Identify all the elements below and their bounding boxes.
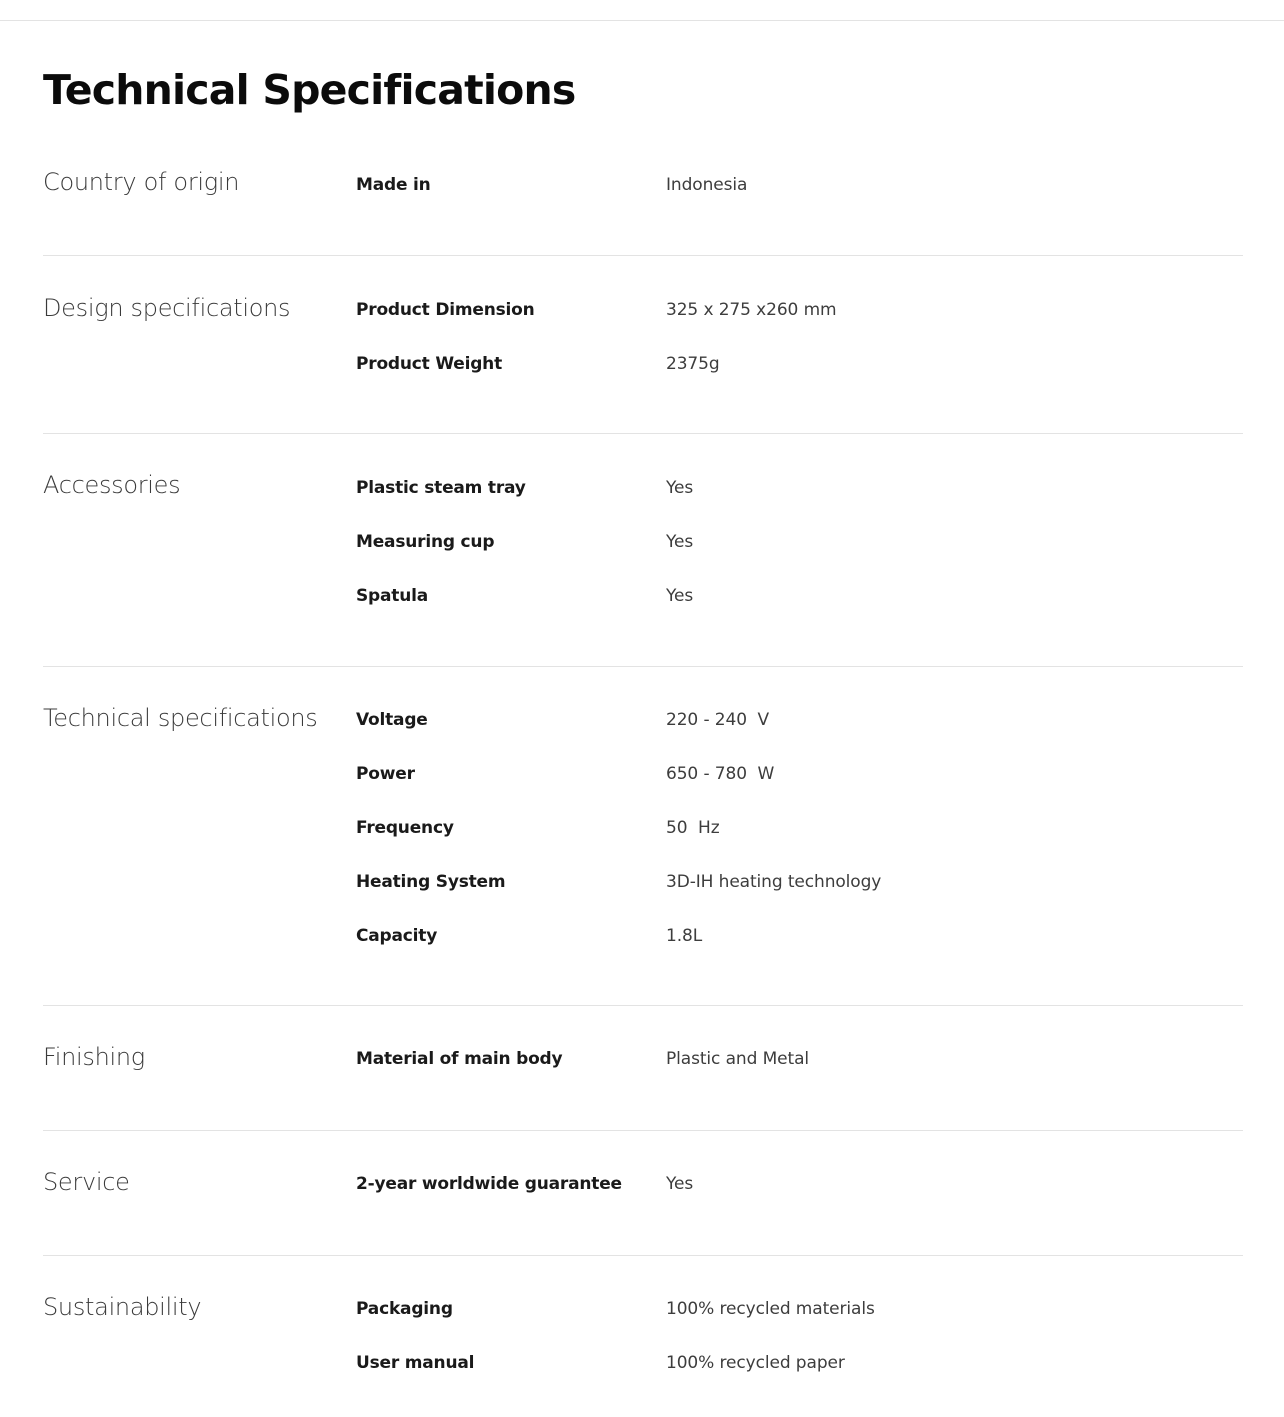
- spec-row: [356, 473, 1243, 527]
- spec-label: Frequency: [356, 818, 454, 838]
- section-title: Service: [43, 1168, 130, 1196]
- page-title: Technical Specifications: [43, 66, 576, 114]
- spec-row: [356, 1294, 1243, 1348]
- spec-label: Measuring cup: [356, 532, 495, 552]
- spec-rows: [356, 295, 1243, 403]
- spec-rows: [356, 1169, 1243, 1223]
- section-title: Design specifications: [43, 294, 291, 322]
- section-title: Accessories: [43, 471, 181, 499]
- spec-row: [356, 349, 1243, 403]
- section-title: Finishing: [43, 1043, 145, 1071]
- spec-value: Yes: [666, 1174, 694, 1194]
- spec-row: [356, 759, 1243, 813]
- spec-value: 220 - 240 V: [666, 710, 770, 730]
- spec-value: Yes: [666, 532, 694, 552]
- spec-value: 2375g: [666, 354, 720, 374]
- spec-value: Yes: [666, 478, 694, 498]
- spec-section-technical-specifications: [43, 667, 1243, 1006]
- section-title: Technical specifications: [43, 704, 318, 732]
- spec-label: Plastic steam tray: [356, 478, 526, 498]
- spec-value: Plastic and Metal: [666, 1049, 810, 1069]
- spec-section-sustainability: [43, 1256, 1243, 1416]
- spec-section-finishing: [43, 1006, 1243, 1131]
- spec-rows: [356, 705, 1243, 975]
- section-title: Country of origin: [43, 168, 240, 196]
- spec-section-country-of-origin: [43, 155, 1243, 256]
- spec-row: [356, 1044, 1243, 1098]
- spec-rows: [356, 1294, 1243, 1402]
- spec-value: 650 - 780 W: [666, 764, 775, 784]
- spec-value: 50 Hz: [666, 818, 720, 838]
- spec-label: Heating System: [356, 872, 506, 892]
- spec-label: Voltage: [356, 710, 428, 730]
- spec-row: [356, 527, 1243, 581]
- spec-row: [356, 1169, 1243, 1223]
- spec-rows: [356, 473, 1243, 635]
- section-title: Sustainability: [43, 1293, 202, 1321]
- spec-row: [356, 867, 1243, 921]
- spec-value: 100% recycled materials: [666, 1299, 875, 1319]
- spec-value: 100% recycled paper: [666, 1353, 845, 1373]
- spec-row: [356, 295, 1243, 349]
- spec-row: [356, 581, 1243, 635]
- specifications-list: [43, 155, 1243, 1416]
- spec-value: Yes: [666, 586, 694, 606]
- spec-value: 325 x 275 x260 mm: [666, 300, 837, 320]
- spec-label: Material of main body: [356, 1049, 563, 1069]
- spec-rows: [356, 170, 1243, 224]
- spec-row: [356, 1348, 1243, 1402]
- spec-value: 1.8L: [666, 926, 703, 946]
- spec-label: User manual: [356, 1353, 475, 1373]
- spec-label: Product Weight: [356, 354, 503, 374]
- spec-label: Power: [356, 764, 415, 784]
- spec-row: [356, 921, 1243, 975]
- spec-label: Product Dimension: [356, 300, 535, 320]
- spec-row: [356, 705, 1243, 759]
- spec-rows: [356, 1044, 1243, 1098]
- spec-label: Packaging: [356, 1299, 453, 1319]
- spec-label: Capacity: [356, 926, 438, 946]
- spec-row: [356, 170, 1243, 224]
- spec-row: [356, 813, 1243, 867]
- spec-section-design-specifications: [43, 256, 1243, 434]
- spec-section-service: [43, 1131, 1243, 1256]
- spec-section-accessories: [43, 434, 1243, 667]
- spec-label: 2-year worldwide guarantee: [356, 1174, 622, 1194]
- spec-value: 3D-IH heating technology: [666, 872, 882, 892]
- spec-value: Indonesia: [666, 175, 748, 195]
- top-divider: [0, 20, 1284, 21]
- spec-label: Made in: [356, 175, 431, 195]
- spec-label: Spatula: [356, 586, 429, 606]
